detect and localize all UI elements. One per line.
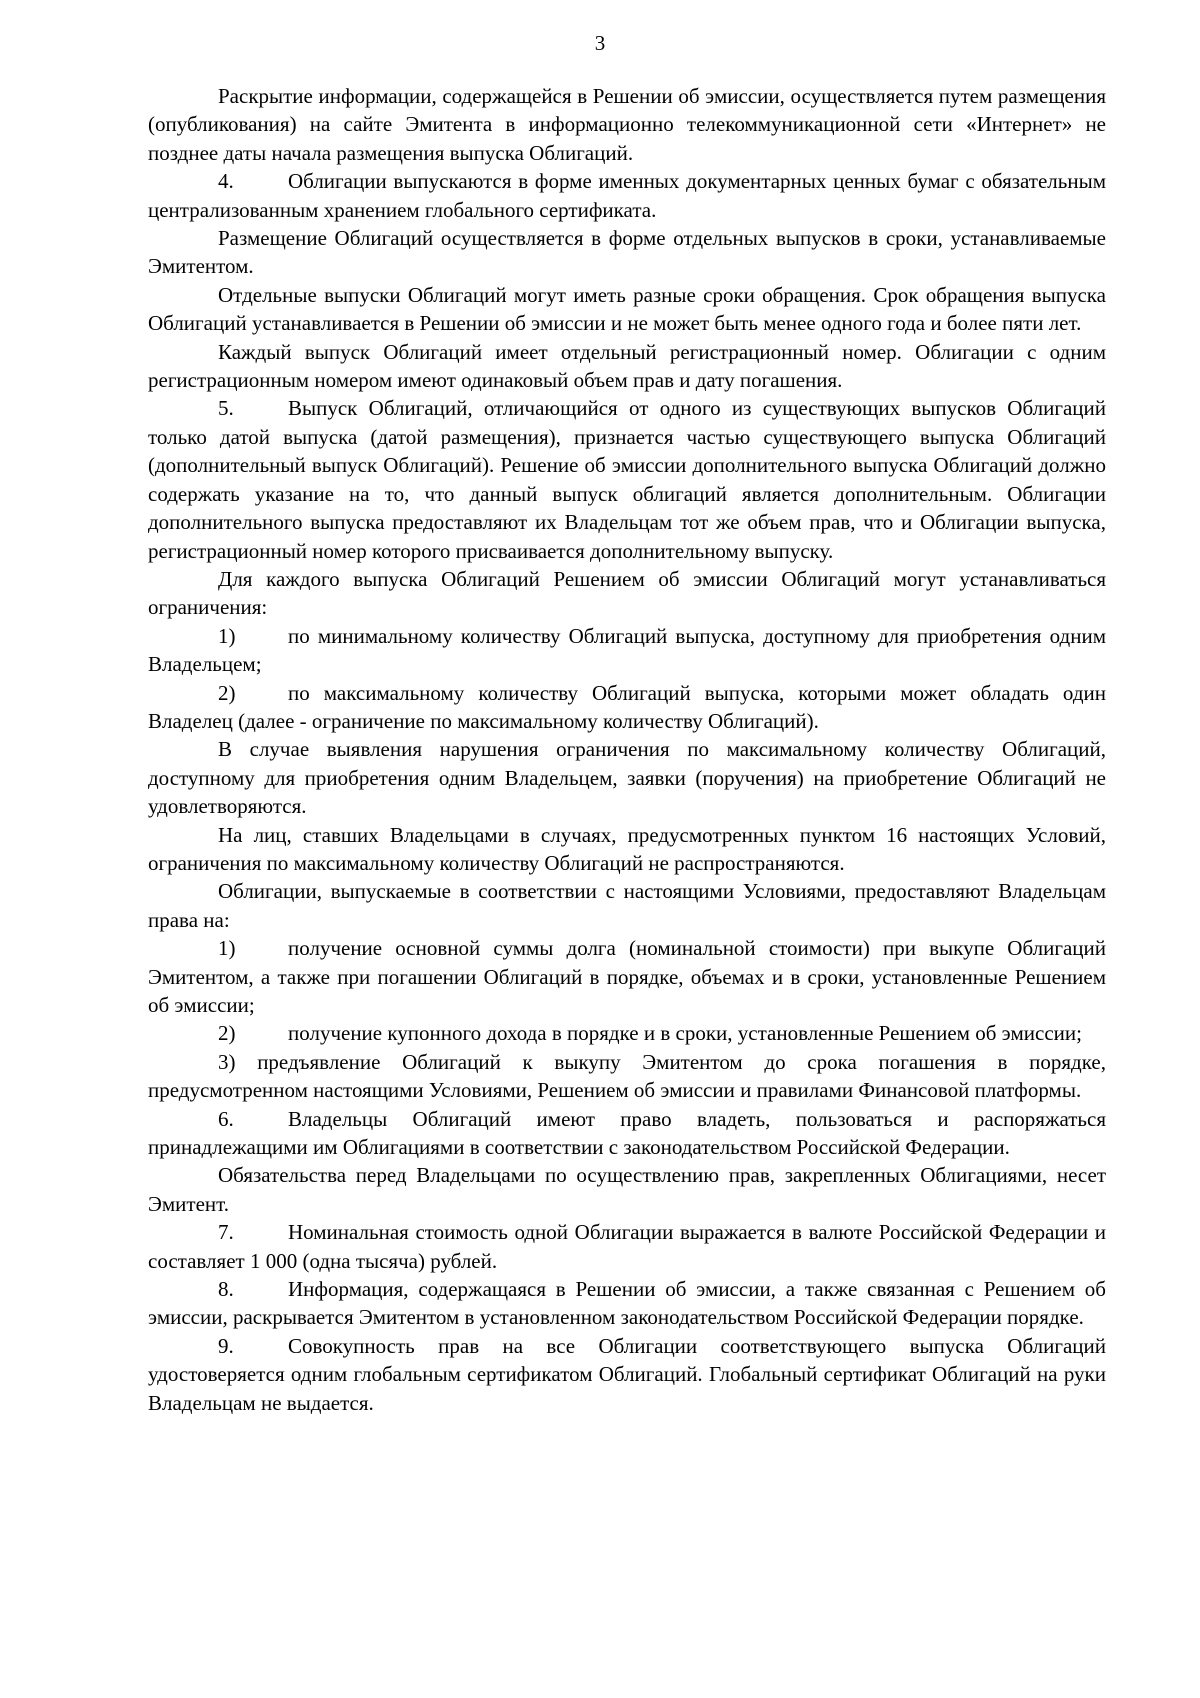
item-number: 5. xyxy=(218,396,234,421)
paragraph-text: Облигации выпускаются в форме именных документарных ценных бумаг с обязательным централизованным хранением глобального сертификата. xyxy=(148,169,1106,222)
document-body xyxy=(148,82,1106,1417)
paragraph-item-4 xyxy=(148,167,1106,224)
paragraph-text: получение купонного дохода в порядке и в сроки, установленные Решением об эмиссии; xyxy=(288,1021,1082,1046)
paragraph-item-7 xyxy=(148,1218,1106,1275)
item-number: 2) xyxy=(218,1021,236,1046)
paragraph-text: Размещение Облигаций осуществляется в форме отдельных выпусков в сроки, устанавливаемые Эмитентом. xyxy=(148,226,1106,279)
item-number: 7. xyxy=(218,1220,234,1245)
item-number: 1) xyxy=(218,623,236,648)
paragraph-text: Раскрытие информации, содержащейся в Решении об эмиссии, осуществляется путем размещения (опубликования) на сайте Эмитента в информационно телекоммуникационной сети «Интернет» не позднее даты начала размещения выпуска Облигаций. xyxy=(148,84,1106,165)
paragraph-text: Облигации, выпускаемые в соответствии с настоящими Условиями, предоставляют Владельцам права на: xyxy=(148,879,1106,932)
paragraph-disclosure xyxy=(148,82,1106,167)
paragraph-text: по максимальному количеству Облигаций выпуска, которыми может обладать один Владелец (далее - ограничение по максимальному количеству Облигаций). xyxy=(148,680,1106,733)
paragraph-text: Номинальная стоимость одной Облигации выражается в валюте Российской Федерации и составляет 1 000 (одна тысяча) рублей. xyxy=(148,1220,1106,1273)
item-number: 6. xyxy=(218,1106,234,1131)
paragraph-holder-rights xyxy=(148,877,1106,934)
paragraph-text: по минимальному количеству Облигаций выпуска, доступному для приобретения одним Владельцем; xyxy=(148,623,1106,677)
paragraph-obligations xyxy=(148,1161,1106,1218)
paragraph-text: Каждый выпуск Облигаций имеет отдельный регистрационный номер. Облигации с одним регистрационным номером имеют одинаковый объем прав и дату погашения. xyxy=(148,339,1106,393)
paragraph-item-6 xyxy=(148,1105,1106,1162)
paragraph-text: 3) предъявление Облигаций к выкупу Эмитентом до срока погашения в порядке, предусмотренном настоящими Условиями, Решением об эмиссии и правилами Финансовой платформы. xyxy=(148,1049,1106,1103)
paragraph-restrictions xyxy=(148,565,1106,622)
item-number: 1) xyxy=(218,936,236,961)
paragraph-placement xyxy=(148,224,1106,281)
paragraph-item-5 xyxy=(148,394,1106,564)
paragraph-circulation-term xyxy=(148,281,1106,338)
paragraph-restriction-2 xyxy=(148,679,1106,736)
paragraph-text: На лиц, ставших Владельцами в случаях, предусмотренных пунктом 16 настоящих Условий, ограничения по максимальному количеству Облигаций не распространяются. xyxy=(148,822,1106,875)
item-number: 4. xyxy=(218,169,234,194)
paragraph-restriction-1 xyxy=(148,622,1106,679)
paragraph-registration-number xyxy=(148,338,1106,395)
paragraph-right-2 xyxy=(148,1019,1106,1047)
item-number: 9. xyxy=(218,1333,234,1358)
page-number: 3 xyxy=(594,31,606,55)
paragraph-right-1 xyxy=(148,934,1106,1019)
paragraph-right-3 xyxy=(148,1048,1106,1105)
paragraph-text: Выпуск Облигаций, отличающийся от одного из существующих выпусков Облигаций только датой выпуска (датой размещения), признается частью существующего выпуска Облигаций (дополнительный выпуск Облигаций). Решение об эмиссии дополнительного выпуска Облигаций должно содержать указание на то, что данный выпуск облигаций является дополнительным. Облигации дополнительного выпуска предоставляют их Владельцам тот же объем прав, что и Облигации выпуска, регистрационный номер которого присваивается дополнительному выпуску. xyxy=(148,396,1106,563)
paragraph-text: Для каждого выпуска Облигаций Решением об эмиссии Облигаций могут устанавливаться ограничения: xyxy=(148,566,1106,620)
paragraph-text: В случае выявления нарушения ограничения по максимальному количеству Облигаций, доступному для приобретения одним Владельцем, заявки (поручения) на приобретение Облигаций не удовлетворяются. xyxy=(148,737,1106,819)
paragraph-text: Информация, содержащаяся в Решении об эмиссии, а также связанная с Решением об эмиссии, раскрывается Эмитентом в установленном законодательством Российской Федерации порядке. xyxy=(148,1277,1106,1330)
item-number: 8. xyxy=(218,1277,234,1302)
item-number: 2) xyxy=(218,680,236,705)
paragraph-text: Владельцы Облигаций имеют право владеть, пользоваться и распоряжаться принадлежащими им Облигациями в соответствии с законодательством Российской Федерации. xyxy=(148,1106,1106,1160)
paragraph-text: Совокупность прав на все Облигации соответствующего выпуска Облигаций удостоверяется одним глобальным сертификатом Облигаций. Глобальный сертификат Облигаций на руки Владельцам не выдается. xyxy=(148,1333,1106,1415)
paragraph-item-8 xyxy=(148,1275,1106,1332)
paragraph-text: Обязательства перед Владельцами по осуществлению прав, закрепленных Облигациями, несет Эмитент. xyxy=(148,1163,1106,1216)
paragraph-item-9 xyxy=(148,1332,1106,1417)
paragraph-violation xyxy=(148,735,1106,820)
paragraph-text: Отдельные выпуски Облигаций могут иметь разные сроки обращения. Срок обращения выпуска Облигаций устанавливается в Решении об эмиссии и не может быть менее одного года и более пяти лет. xyxy=(148,282,1106,336)
paragraph-exemption xyxy=(148,821,1106,878)
paragraph-text: получение основной суммы долга (номинальной стоимости) при выкупе Облигаций Эмитентом, а также при погашении Облигаций в порядке, объемах и в сроки, установленные Решением об эмиссии; xyxy=(148,936,1106,1017)
